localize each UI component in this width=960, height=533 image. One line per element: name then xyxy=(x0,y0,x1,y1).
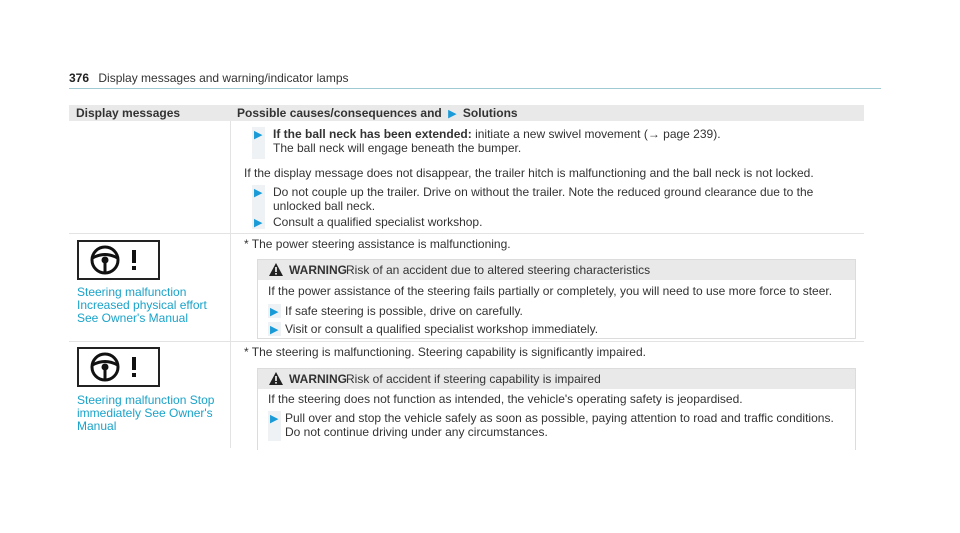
triangle-right-icon: ▶ xyxy=(254,217,263,229)
row-divider xyxy=(69,341,864,342)
warning-header xyxy=(258,369,855,389)
display-message-line: See Owner's Manual xyxy=(77,311,189,325)
column-header-causes-solutions xyxy=(237,105,518,122)
steering-wheel-icon xyxy=(79,349,158,385)
warning-title: WARNING xyxy=(289,372,347,386)
step-text: If safe steering is possible, drive on carefully. xyxy=(285,304,523,318)
triangle-right-icon: ▶ xyxy=(270,324,279,336)
step-text: Do not couple up the trailer. Drive on without the trailer. Note the reduced ground clearance due to the xyxy=(273,185,814,199)
row-divider xyxy=(69,233,864,234)
display-message-line: Manual xyxy=(77,419,117,433)
warning-header xyxy=(258,260,855,280)
triangle-right-icon: ▶ xyxy=(254,187,263,199)
step-text: Visit or consult a qualified specialist workshop immediately. xyxy=(285,322,599,336)
step-text-line2: The ball neck will engage beneath the bumper. xyxy=(273,141,522,155)
warning-title: WARNING xyxy=(289,263,347,277)
display-message-line: Steering malfunction Stop xyxy=(77,393,215,407)
display-message-line: Increased physical effort xyxy=(77,298,207,312)
column-header-display-messages: Display messages xyxy=(76,106,181,120)
display-message-line: immediately See Owner's xyxy=(77,406,213,420)
column-divider xyxy=(230,121,231,448)
display-message xyxy=(77,394,214,433)
steering-warning-display-icon xyxy=(77,240,160,280)
step-text: Pull over and stop the vehicle safely as soon as possible, paying attention to road and traffic conditions. xyxy=(285,411,834,425)
steering-wheel-icon xyxy=(79,242,158,278)
page-header xyxy=(69,70,881,89)
step-body: initiate a new swivel movement (→ page 239). xyxy=(475,127,721,141)
step-bold-lead: If the ball neck has been extended: xyxy=(273,127,472,141)
column-header-suffix: Solutions xyxy=(462,106,518,120)
triangle-right-icon: ▶ xyxy=(448,108,457,120)
display-message-line: Steering malfunction xyxy=(77,285,187,299)
step-text xyxy=(273,127,721,141)
triangle-right-icon: ▶ xyxy=(270,306,279,318)
warning-body: If the power assistance of the steering fails partially or completely, you will need to use more force to steer. xyxy=(268,284,833,298)
warning-triangle-icon xyxy=(269,263,283,276)
triangle-right-icon: ▶ xyxy=(270,413,279,425)
step-text: Consult a qualified specialist workshop. xyxy=(273,215,483,229)
table-header xyxy=(69,105,864,121)
steering-warning-display-icon xyxy=(77,347,160,387)
column-header-prefix: Possible causes/consequences and xyxy=(237,106,442,120)
cause-text: * The power steering assistance is malfunctioning. xyxy=(244,237,511,251)
paragraph: If the display message does not disappear, the trailer hitch is malfunctioning and the ball neck is not locked. xyxy=(244,166,814,180)
step-text-line2: Do not continue driving under any circumstances. xyxy=(285,425,548,439)
page-title: Display messages and warning/indicator lamps xyxy=(98,71,349,85)
page-number: 376 xyxy=(69,71,90,85)
step-text-line2: unlocked ball neck. xyxy=(273,199,376,213)
display-message xyxy=(77,286,207,325)
warning-text: Risk of accident if steering capability is impaired xyxy=(346,372,601,386)
triangle-right-icon: ▶ xyxy=(254,129,263,141)
warning-body: If the steering does not function as intended, the vehicle's operating safety is jeopardised. xyxy=(268,392,743,406)
warning-triangle-icon xyxy=(269,372,283,385)
cause-text: * The steering is malfunctioning. Steering capability is significantly impaired. xyxy=(244,345,646,359)
warning-text: Risk of an accident due to altered steering characteristics xyxy=(346,263,651,277)
